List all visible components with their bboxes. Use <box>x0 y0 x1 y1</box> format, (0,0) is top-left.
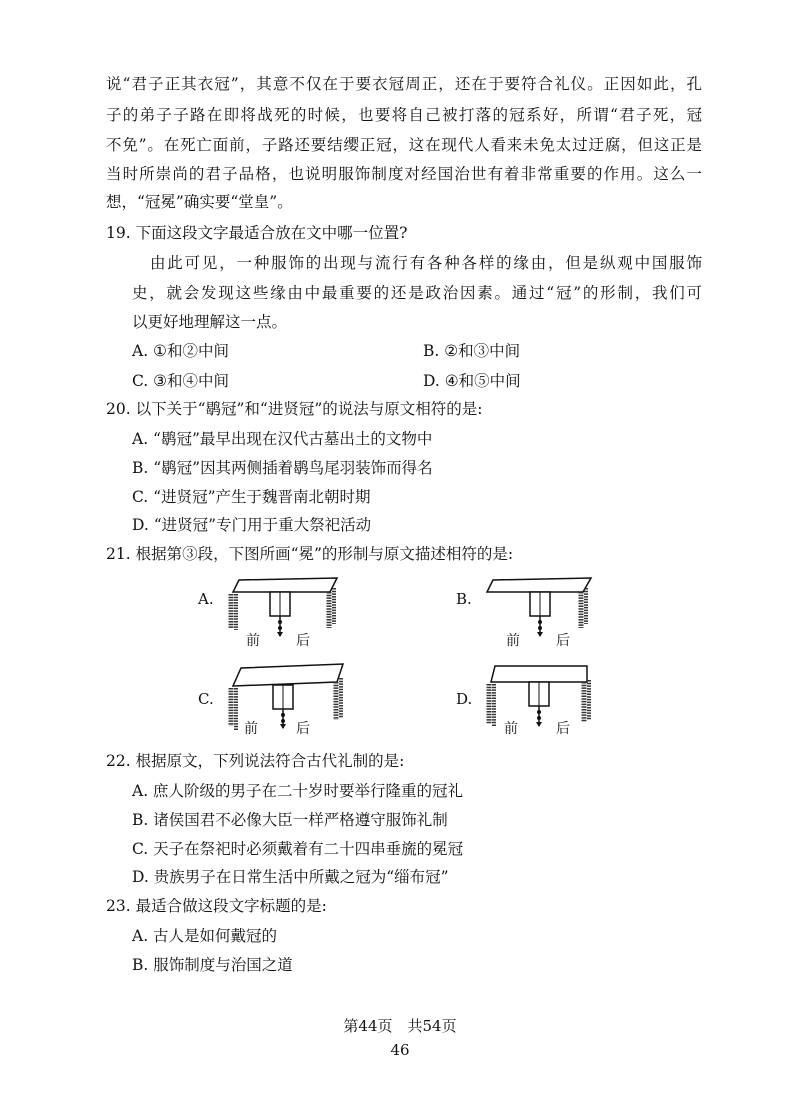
q20-option-c: C. “进贤冠”产生于魏晋南北朝时期 <box>132 488 371 506</box>
q19-quote-line: 以更好地理解这一点。 <box>132 313 288 331</box>
q23-option-b: B. 服饰制度与治国之道 <box>132 956 293 974</box>
figure-c-label: C. <box>198 690 214 708</box>
passage-line: 说“君子正其衣冠”，其意不仅在于要衣冠周正，还在于要符合礼仪。正因如此，孔 <box>106 75 702 93</box>
question-23-stem: 23. 最适合做这段文字标题的是: <box>106 897 327 915</box>
q22-option-c: C. 天子在祭祀时必须戴着有二十四串垂旒的冕冠 <box>132 840 464 858</box>
page-info: 第44页 共54页 <box>343 1017 457 1035</box>
passage-line: 不免”。在死亡面前，子路还要结缨正冠，这在现代人看来未免太过迂腐，但这正是 <box>106 136 702 154</box>
figure-b-back-label: 后 <box>556 633 570 649</box>
passage-line: 子的弟子子路在即将战死的时候，也要将自己被打落的冠系好，所谓“君子死，冠 <box>106 106 702 124</box>
q23-option-a: A. 古人是如何戴冠的 <box>132 927 278 945</box>
q20-option-d: D. “进贤冠”专门用于重大祭祀活动 <box>132 516 372 534</box>
figure-c-back-label: 后 <box>296 721 310 737</box>
figure-b-mian-crown <box>483 572 603 652</box>
question-22-stem: 22. 根据原文，下列说法符合古代礼制的是: <box>106 752 405 770</box>
figure-a-front-label: 前 <box>246 633 260 649</box>
passage-line: 当时所崇尚的君子品格，也说明服饰制度对经国治世有着非常重要的作用。这么一 <box>106 165 702 183</box>
figure-a-label: A. <box>198 590 214 608</box>
figure-d-label: D. <box>456 690 473 708</box>
figure-a-back-label: 后 <box>296 633 310 649</box>
q22-option-b: B. 诸侯国君不必像大臣一样严格遵守服饰礼制 <box>132 811 448 829</box>
passage-line: 想，“冠冕”确实要“堂皇”。 <box>106 193 293 211</box>
q22-option-a: A. 庶人阶级的男子在二十岁时要举行隆重的冠礼 <box>132 782 464 800</box>
figure-d-front-label: 前 <box>504 721 518 737</box>
question-19-stem: 19. 下面这段文字最适合放在文中哪一位置? <box>106 224 408 242</box>
question-20-stem: 20. 以下关于“鹖冠”和“进贤冠”的说法与原文相符的是: <box>106 400 483 418</box>
q19-option-a: A. ①和②中间 <box>132 342 229 360</box>
q19-option-b: B. ②和③中间 <box>423 342 521 360</box>
q19-option-d: D. ④和⑤中间 <box>423 372 521 390</box>
page-number: 46 <box>390 1041 410 1059</box>
q19-option-c: C. ③和④中间 <box>132 372 230 390</box>
figure-c-front-label: 前 <box>244 721 258 737</box>
q20-option-a: A. “鹖冠”最早出现在汉代古墓出土的文物中 <box>132 430 433 448</box>
figure-d-back-label: 后 <box>556 721 570 737</box>
figure-d-mian-crown <box>483 662 603 750</box>
q22-option-d: D. 贵族男子在日常生活中所戴之冠为“缁布冠” <box>132 868 449 886</box>
q19-quote-line: 史，就会发现这些缘由中最重要的还是政治因素。通过“冠”的形制，我们可 <box>132 284 702 302</box>
q19-quote-line: 由此可见，一种服饰的出现与流行有各种各样的缘由，但是纵观中国服饰 <box>150 254 702 272</box>
figure-a-mian-crown <box>225 572 345 652</box>
q20-option-b: B. “鹖冠”因其两侧插着鹖鸟尾羽装饰而得名 <box>132 459 433 477</box>
figure-b-label: B. <box>456 590 472 608</box>
figure-b-front-label: 前 <box>506 633 520 649</box>
question-21-stem: 21. 根据第③段，下图所画“冕”的形制与原文描述相符的是: <box>106 545 514 563</box>
